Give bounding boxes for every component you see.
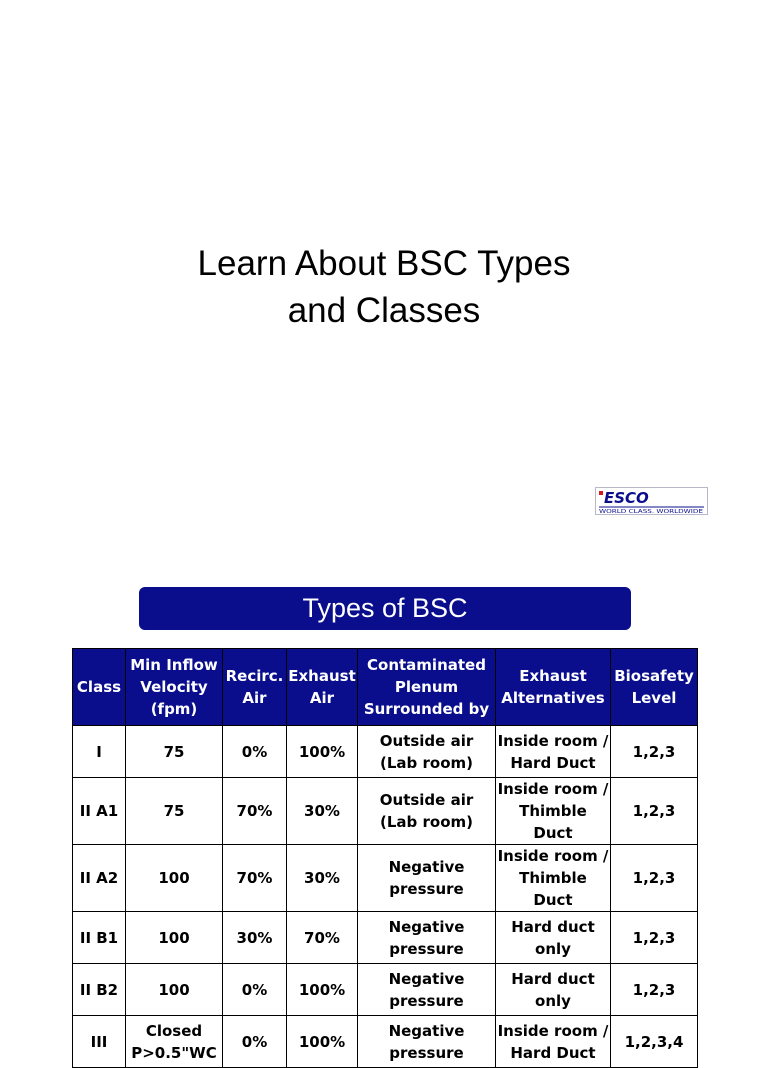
- table-cell: [358, 726, 496, 778]
- table-row: [73, 778, 698, 845]
- header-cell-line: Air: [242, 689, 267, 707]
- table-cell: [496, 726, 611, 778]
- table-cell-line: P>0.5"WC: [131, 1043, 217, 1062]
- table-cell-line: 70%: [304, 928, 340, 947]
- table-cell-line: 75: [163, 742, 185, 761]
- table-cell-line: 100: [158, 928, 190, 947]
- table-cell: [223, 726, 287, 778]
- table-cell-line: Inside room /: [497, 731, 609, 750]
- table-cell-line: 1,2,3: [632, 980, 676, 999]
- logo-tagline: WORLD CLASS. WORLDWIDE: [599, 509, 704, 514]
- table-cell-line: 100: [158, 980, 190, 999]
- table-cell: [358, 1016, 496, 1068]
- table-cell: [223, 964, 287, 1016]
- table-cell: [358, 912, 496, 964]
- table-row: [73, 726, 698, 778]
- table-cell-line: Negative: [388, 969, 465, 988]
- header-cell-line: Alternatives: [501, 689, 605, 707]
- table-cell: [611, 845, 698, 912]
- table-cell: [126, 912, 223, 964]
- table-cell: [73, 845, 126, 912]
- table-cell-line: pressure: [389, 939, 464, 958]
- table-cell-line: (Lab room): [380, 753, 473, 772]
- header-cell-line: Class: [76, 678, 122, 696]
- table-cell: [73, 964, 126, 1016]
- esco-logo: [595, 487, 708, 515]
- table-cell: [496, 778, 611, 845]
- header-cell: [287, 649, 358, 726]
- table-cell: [126, 964, 223, 1016]
- table-cell-line: Hard Duct: [510, 753, 596, 772]
- header-cell-line: Level: [631, 689, 677, 707]
- table-cell-line: 0%: [241, 980, 268, 999]
- table-cell: [496, 1016, 611, 1068]
- table-cell-line: Negative: [388, 1021, 465, 1040]
- table-cell: [611, 964, 698, 1016]
- header-cell-line: Velocity: [140, 678, 208, 696]
- table-cell-line: 1,2,3: [632, 802, 676, 820]
- table-cell: [611, 778, 698, 845]
- table-cell: [126, 1016, 223, 1068]
- table-cell: [287, 912, 358, 964]
- header-cell-line: Recirc.: [225, 667, 284, 685]
- table-cell: [126, 778, 223, 845]
- header-cell-line: Plenum: [394, 678, 459, 696]
- table-row: [73, 845, 698, 912]
- table-cell-line: 0%: [241, 742, 268, 761]
- header-cell: [611, 649, 698, 726]
- table-cell-line: Inside room /: [497, 1021, 609, 1040]
- table-cell: [496, 964, 611, 1016]
- header-cell-line: Contaminated: [367, 656, 486, 674]
- slide-title-line-2: and Classes: [287, 291, 481, 330]
- table-cell-line: pressure: [389, 1043, 464, 1062]
- table-cell: [287, 1016, 358, 1068]
- table-row: [73, 912, 698, 964]
- table-cell: [358, 778, 496, 845]
- table-cell-line: Thimble Duct: [519, 869, 587, 909]
- table-cell-line: (Lab room): [380, 813, 473, 831]
- table-cell-line: Hard duct: [511, 969, 595, 988]
- types-banner: Types of BSC: [139, 587, 631, 630]
- table-cell: [73, 912, 126, 964]
- table-cell: [223, 912, 287, 964]
- table-cell: [223, 1016, 287, 1068]
- table-cell-line: 1,2,3,4: [624, 1032, 684, 1051]
- slide-title-line-1: Learn About BSC Types: [197, 244, 571, 283]
- header-cell: [496, 649, 611, 726]
- table-row: [73, 1016, 698, 1068]
- table-cell: [223, 778, 287, 845]
- table-cell-line: only: [535, 939, 571, 958]
- table-cell-line: 30%: [304, 802, 340, 820]
- header-cell: [73, 649, 126, 726]
- table-cell-line: Negative: [388, 917, 465, 936]
- table-cell-line: 30%: [304, 869, 340, 887]
- header-cell-line: Min Inflow: [130, 656, 218, 674]
- table-cell-line: Thimble Duct: [519, 802, 587, 842]
- table-cell-line: Negative: [388, 858, 465, 876]
- header-cell-line: Exhaust: [519, 667, 587, 685]
- table-cell: [611, 726, 698, 778]
- header-cell-line: Biosafety: [614, 667, 694, 685]
- table-cell: [287, 845, 358, 912]
- table-cell-line: Inside room /: [497, 780, 609, 798]
- table-cell-line: Outside air: [379, 731, 474, 750]
- table-cell-line: Hard duct: [511, 917, 595, 936]
- header-cell: [126, 649, 223, 726]
- table-cell-line: pressure: [389, 880, 464, 898]
- table-cell-line: Inside room /: [497, 847, 609, 865]
- slide-title: [0, 240, 768, 334]
- table-cell-line: II A2: [79, 869, 119, 887]
- table-cell-line: pressure: [389, 991, 464, 1010]
- table-cell-line: 100%: [298, 980, 346, 999]
- table-cell-line: 0%: [241, 1032, 268, 1051]
- table-cell: [223, 845, 287, 912]
- table-cell-line: 1,2,3: [632, 869, 676, 887]
- table-cell-line: 1,2,3: [632, 742, 676, 761]
- table-cell-line: Hard Duct: [510, 1043, 596, 1062]
- table-cell-line: 70%: [236, 869, 273, 887]
- header-cell: [358, 649, 496, 726]
- header-cell-line: Exhaust: [288, 667, 356, 685]
- table-body: [73, 726, 698, 1068]
- table-cell-line: 100: [158, 869, 190, 887]
- table-cell-line: 70%: [236, 802, 273, 820]
- table-cell: [358, 845, 496, 912]
- header-cell: [223, 649, 287, 726]
- table-header-row: [73, 649, 698, 726]
- table-cell-line: II B1: [79, 928, 119, 947]
- table-cell: [73, 726, 126, 778]
- bsc-types-table: [72, 648, 698, 1068]
- table-cell: [358, 964, 496, 1016]
- table-cell: [287, 778, 358, 845]
- logo-red-square: [599, 491, 603, 495]
- table-cell: [73, 1016, 126, 1068]
- header-cell-line: (fpm): [150, 700, 198, 718]
- table-cell: [126, 845, 223, 912]
- table-cell-line: Outside air: [379, 791, 474, 809]
- esco-logo-graphic: [596, 488, 707, 514]
- logo-brand: ESCO: [604, 489, 649, 507]
- table-cell-line: I: [96, 742, 102, 761]
- table-cell: [287, 726, 358, 778]
- header-cell-line: Surrounded by: [363, 700, 490, 718]
- header-cell-line: Air: [309, 689, 335, 707]
- table-cell: [287, 964, 358, 1016]
- table-cell: [73, 778, 126, 845]
- table-cell-line: Closed: [145, 1021, 203, 1040]
- table-cell-line: 75: [163, 802, 185, 820]
- table-row: [73, 964, 698, 1016]
- table-cell: [611, 1016, 698, 1068]
- table-cell-line: only: [535, 991, 571, 1010]
- table-cell: [611, 912, 698, 964]
- table-cell: [496, 845, 611, 912]
- table-cell-line: II B2: [79, 980, 119, 999]
- table-cell: [496, 912, 611, 964]
- table-cell: [126, 726, 223, 778]
- table-cell-line: 100%: [298, 742, 346, 761]
- table-cell-line: III: [90, 1032, 108, 1051]
- table-cell-line: II A1: [79, 802, 119, 820]
- table-cell-line: 1,2,3: [632, 928, 676, 947]
- table-cell-line: 100%: [298, 1032, 346, 1051]
- table-cell-line: 30%: [236, 928, 273, 947]
